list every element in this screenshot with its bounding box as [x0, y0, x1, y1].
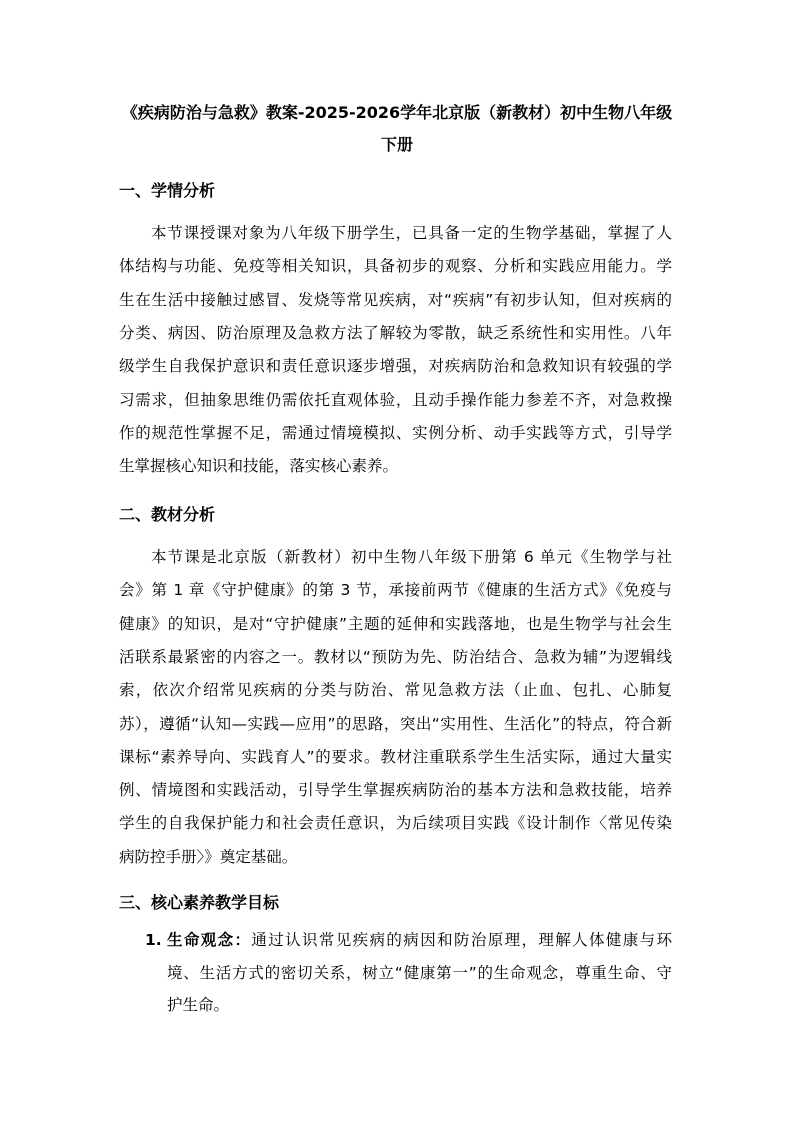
paragraph-line: 会》第 1 章《守护健康》的第 3 节，承接前两节《健康的生活方式》《免疫与 — [119, 581, 672, 600]
paragraph-line: 健康》的知识，是对“守护健康”主题的延伸和实践落地，也是生物学与社会生 — [119, 614, 672, 633]
paragraph-line — [167, 929, 672, 951]
paragraph-line: 苏），遵循“认知—实践—应用”的思路，突出“实用性、生活化”的特点，符合新 — [119, 714, 672, 733]
section-heading-student-analysis: 一、学情分析 — [119, 181, 216, 200]
paragraph-line: 活联系最紧密的内容之一。教材以“预防为先、防治结合、急救为辅”为逻辑线 — [119, 647, 672, 666]
document-title-line-1: 《疾病防治与急救》教案-2025-2026学年北京版（新教材）初中生物八年级 — [121, 103, 673, 122]
paragraph-line: 境、生活方式的密切关系，树立“健康第一”的生命观念，尊重生命、守 — [167, 963, 672, 982]
paragraph-line: 学生的自我保护能力和社会责任意识，为后续项目实践《设计制作〈常见传染 — [119, 814, 672, 833]
paragraph-line: 本节课授课对象为八年级下册学生，已具备一定的生物学基础，掌握了人 — [151, 224, 672, 242]
paragraph-line: 例、情境图和实践活动，引导学生掌握疾病防治的基本方法和急救技能，培养 — [119, 781, 672, 800]
objective-label: 生命观念： — [167, 931, 252, 949]
objective-text: 通过认识常见疾病的病因和防治原理，理解人体健康与环 — [251, 931, 672, 949]
paragraph-line: 作的规范性掌握不足，需通过情境模拟、实例分析、动手实践等方式，引导学 — [119, 423, 672, 442]
paragraph-line: 护生命。 — [167, 996, 230, 1014]
paragraph-line: 生掌握核心知识和技能，落实核心素养。 — [119, 457, 399, 476]
paragraph-line: 习需求，但抽象思维仍需依托直观体验，且动手操作能力参差不齐，对急救操 — [119, 390, 672, 409]
paragraph-line: 级学生自我保护意识和责任意识逐步增强，对疾病防治和急救知识有较强的学 — [119, 357, 672, 376]
paragraph-line: 本节课是北京版（新教材）初中生物八年级下册第 6 单元《生物学与社 — [151, 548, 672, 566]
paragraph-line: 病防控手册〉》奠定基础。 — [119, 847, 298, 866]
paragraph-line: 体结构与功能、免疫等相关知识，具备初步的观察、分析和实践应用能力。学 — [119, 257, 672, 276]
objective-number: 1. — [145, 931, 162, 949]
paragraph-line: 索，依次介绍常见疾病的分类与防治、常见急救方法（止血、包扎、心肺复 — [119, 681, 672, 700]
paragraph-line: 分类、病因、防治原理及急救方法了解较为零散，缺乏系统性和实用性。八年 — [119, 323, 672, 342]
section-heading-teaching-objectives: 三、核心素养教学目标 — [119, 893, 280, 912]
section-heading-textbook-analysis: 二、教材分析 — [119, 505, 216, 524]
paragraph-line: 生在生活中接触过感冒、发烧等常见疾病，对“疾病”有初步认知，但对疾病的 — [119, 290, 672, 309]
document-title-line-2: 下册 — [380, 135, 413, 154]
paragraph-line: 课标“素养导向、实践育人”的要求。教材注重联系学生生活实际，通过大量实 — [119, 747, 672, 766]
